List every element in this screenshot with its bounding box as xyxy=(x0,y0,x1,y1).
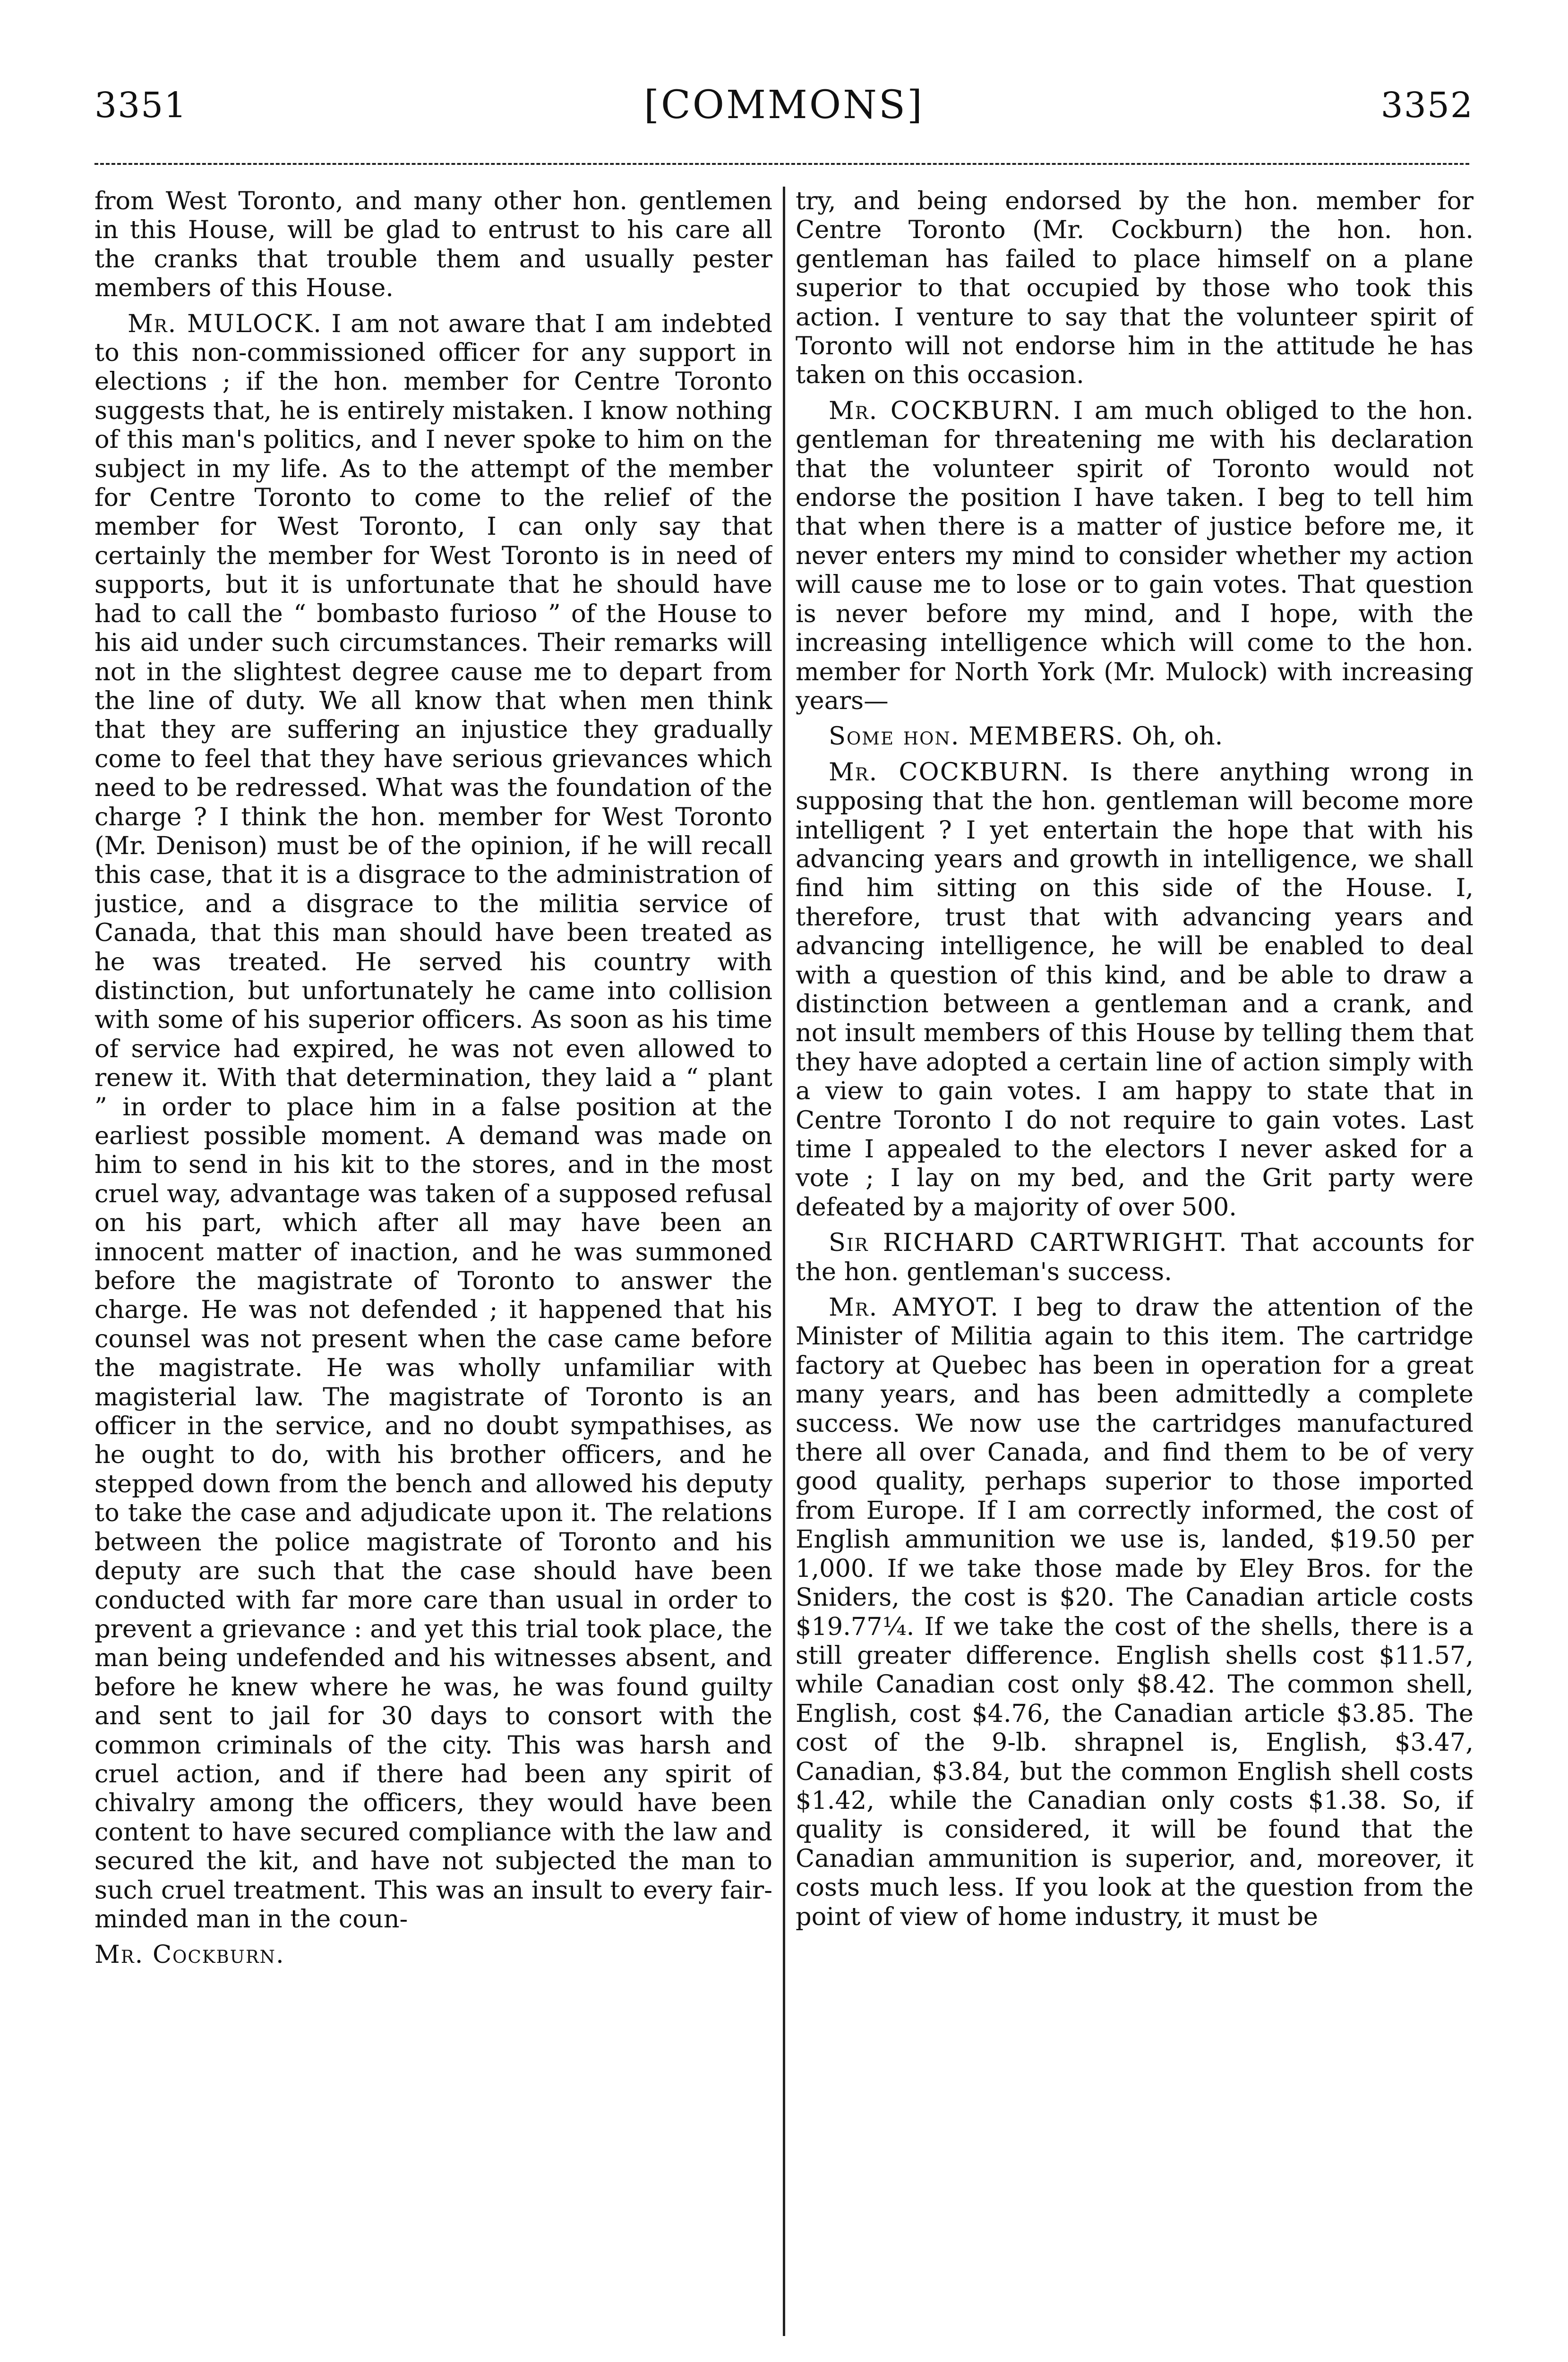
speaker-name: Some hon. MEMBERS. xyxy=(829,722,1124,751)
paragraph xyxy=(94,309,772,1934)
right-column xyxy=(796,187,1474,2362)
paragraph: from West Toronto, and many other hon. gentlemen in this House, will be glad to entrust to his care all the cranks that trouble them and usually pester members of this House. xyxy=(94,187,772,303)
speech-text: I beg to draw the attention of the Minister of Militia again to this item. The cartridge factory at Quebec has been in operation for a great many years, and has been admittedly a complete success. We now use the cartridges manufactured there all over Canada, and find them to be of very good quality, perhaps superior to those imported from Europe. If I am correctly informed, the cost of English ammunition we use is, landed, $19.50 per 1,000. If we take those made by Eley Bros. for the Sniders, the cost is $20. The Canadian article costs $19.77¼. If we take the cost of the shells, there is a still greater difference. English shells cost $11.57, while Canadian cost only $8.42. The common shell, English, cost $4.76, the Canadian article $3.85. The cost of the 9-lb. shrapnel is, English, $3.47, Canadian, $3.84, but the common English shell costs $1.42, while the Canadian only costs $1.38. So, if quality is considered, it will be found that the Canadian ammunition is superior, and, moreover, it costs much less. If you look at the question from the point of view of home industry, it must be xyxy=(796,1293,1474,1931)
paragraph: try, and being endorsed by the hon. member for Centre Toronto (Mr. Cockburn) the hon. hon. gentleman has failed to place himself on a plane superior to that occupied by those who took this action. I venture to say that the volunteer spirit of Toronto will not endorse him in the attitude he has taken on this occasion. xyxy=(796,187,1474,390)
speaker-name: Mr. AMYOT. xyxy=(829,1293,999,1322)
paragraph xyxy=(796,722,1474,751)
page-number-right: 3352 xyxy=(1380,85,1474,126)
page-number-left: 3351 xyxy=(94,85,188,126)
running-head: [COMMONS] xyxy=(643,83,925,128)
column-footer-name: Mr. Cockburn. xyxy=(94,1940,285,1969)
page-header xyxy=(0,0,1568,156)
column-divider xyxy=(783,187,785,2336)
speaker-name: Mr. COCKBURN. xyxy=(829,396,1062,425)
speech-text: That accounts for the hon. gentleman's success. xyxy=(796,1228,1474,1286)
paragraph xyxy=(796,396,1474,715)
speaker-name: Sir RICHARD CARTWRIGHT. xyxy=(829,1228,1228,1258)
speech-text: I am much obliged to the hon. gentleman for threatening me with his declaration that the volunteer spirit of Toronto would not endorse the position I have taken. I beg to tell him that when there is a matter of justice before me, it never enters my mind to consider whether my action will cause me to lose or to gain votes. That question is never before my mind, and I hope, with the increasing intelligence which will come to the hon. member for North York (Mr. Mulock) with increasing years— xyxy=(796,396,1474,715)
header-rule xyxy=(94,163,1469,165)
text-columns xyxy=(94,187,1474,2362)
speech-text: Is there anything wrong in supposing that the hon. gentleman will become more intelligent ? I yet entertain the hope that with his advancing years and growth in intelligence, we shall find him sitting on this side of the House. I, therefore, trust that with advancing years and advancing intelligence, he will be enabled to deal with a question of this kind, and be able to draw a distinction between a gentleman and a crank, and not insult members of this House by telling them that they have adopted a certain line of action simply with a view to gain votes. I am happy to state that in Centre Toronto I do not require to gain votes. Last time I appealed to the electors I never asked for a vote ; I lay on my bed, and the Grit party were defeated by a majority of over 500. xyxy=(796,757,1474,1222)
speaker-name: Mr. COCKBURN. xyxy=(829,757,1070,787)
speech-text: I am not aware that I am indebted to this non-commissioned officer for any support in elections ; if the hon. member for Centre Toronto suggests that, he is entirely mistaken. I know nothing of this man's politics, and I never spoke to him on the subject in my life. As to the attempt of the member for Centre Toronto to come to the relief of the member for West Toronto, I can only say that certainly the member for West Toronto is in need of supports, but it is unfortunate that he should have had to call the “ bombasto furioso ” of the House to his aid under such circumstances. Their remarks will not in the slightest degree cause me to depart from the line of duty. We all know that when men think that they are suffering an injustice they gradually come to feel that they have serious grievances which need to be redressed. What was the foundation of the charge ? I think the hon. member for West Toronto (Mr. Denison) must be of the opinion, if he will recall this case, that it is a disgrace to the administration of justice, and a disgrace to the militia service of Canada, that this man should have been treated as he was treated. He served his country with distinction, but unfortunately he came into collision with some of his superior officers. As soon as his time of service had expired, he was not even allowed to renew it. With that determination, they laid a “ plant ” in order to place him in a false position at the earliest possible moment. A demand was made on him to send in his kit to the stores, and in the most cruel way, advantage was taken of a supposed refusal on his part, which after all may have been an innocent matter of inaction, and he was summoned before the magistrate of Toronto to answer the charge. He was not defended ; it happened that his counsel was not present when the case came before the magistrate. He was wholly unfamiliar with magisterial law. The magistrate of Toronto is an officer in the service, and no doubt sympathises, as he ought to do, with his brother officers, and he stepped down from the bench and allowed his deputy to take the case and adjudicate upon it. The relations between the police magistrate of Toronto and his deputy are such that the case should have been conducted with far more care than usual in order to prevent a grievance : and yet this trial took place, the man being undefended and his witnesses absent, and before he knew where he was, he was found guilty and sent to jail for 30 days to consort with the common criminals of the city. This was harsh and cruel action, and if there had been any spirit of chivalry among the officers, they would have been content to have secured compliance with the law and secured the kit, and have not subjected the man to such cruel treatment. This was an insult to every fair-minded man in the coun- xyxy=(94,309,772,1934)
paragraph xyxy=(796,758,1474,1222)
speech-text: Oh, oh. xyxy=(1124,722,1223,751)
paragraph xyxy=(796,1293,1474,1931)
speaker-name: Mr. MULOCK. xyxy=(128,309,322,338)
paragraph xyxy=(796,1228,1474,1286)
left-column xyxy=(94,187,772,2362)
